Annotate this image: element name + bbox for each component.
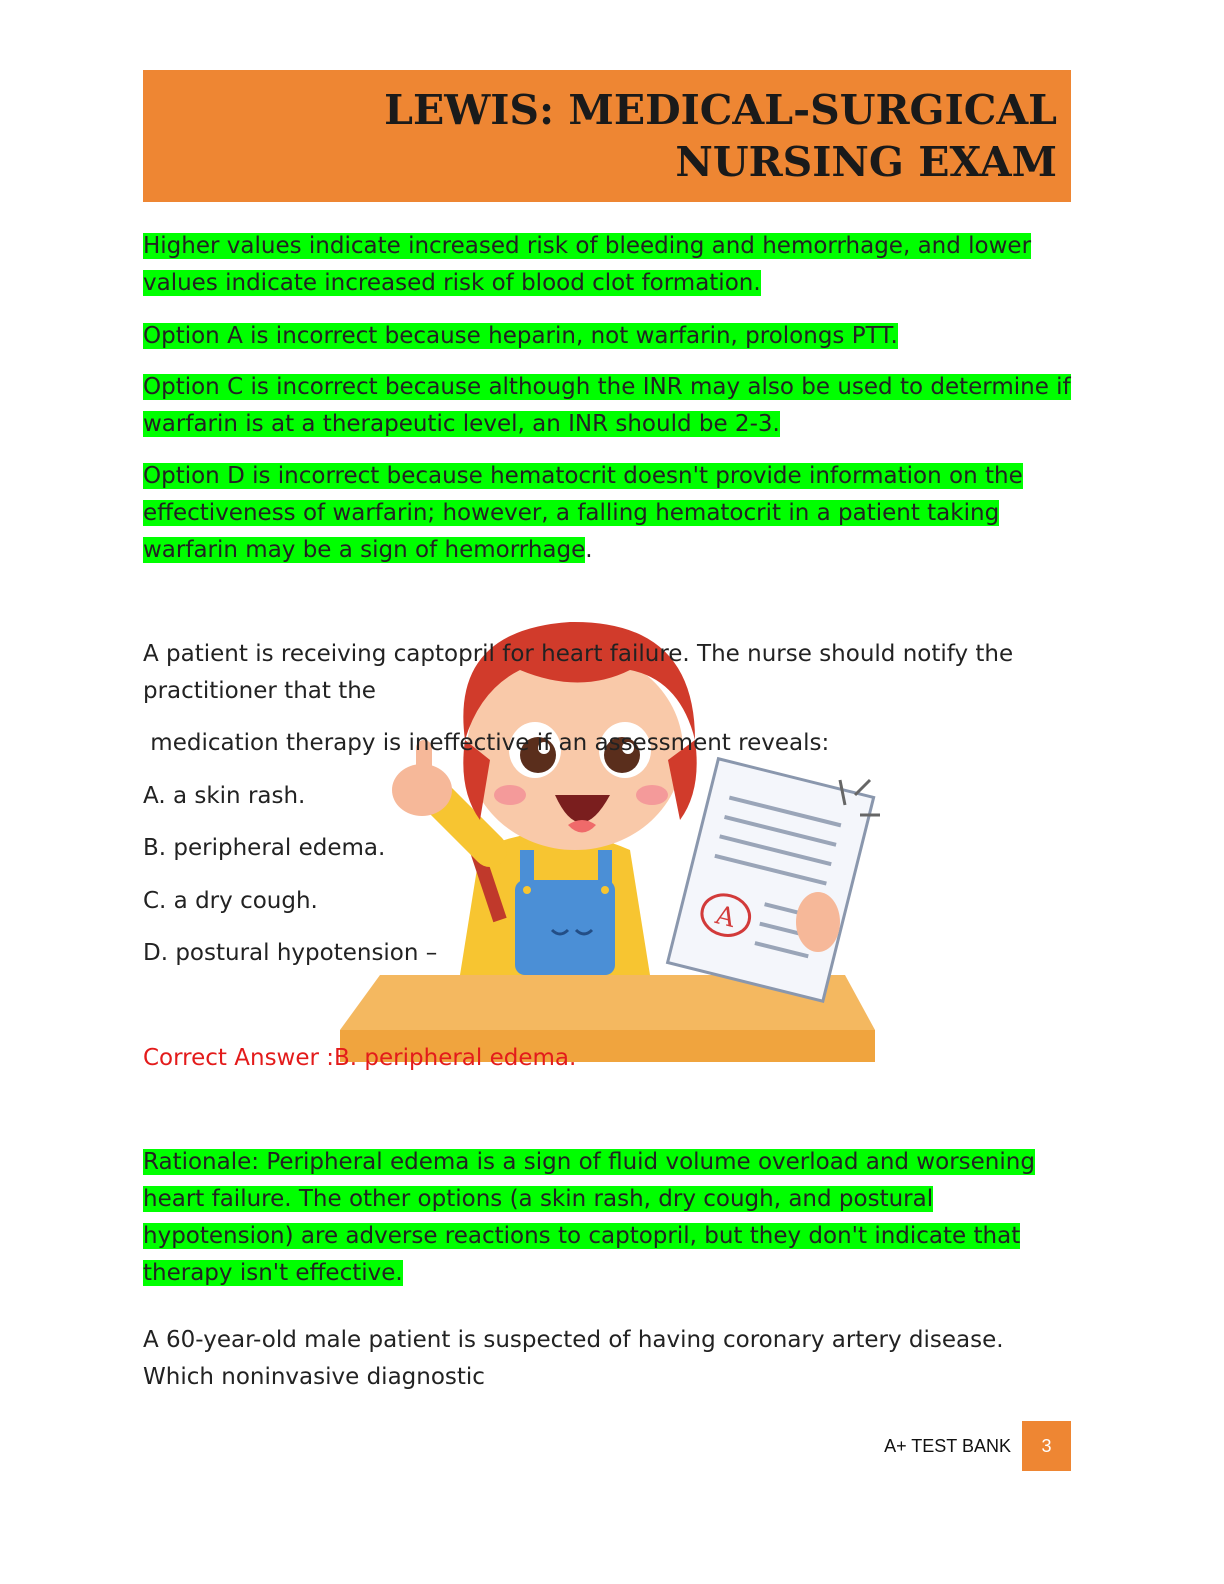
question-rationale-text: Rationale: Peripheral edema is a sign of fluid volume overload and worsening heart failure. The other options (a skin rash, dry cough, and postural hypotension) are adverse reactions to captopril, but they don't indicate that therapy isn't effective. [143, 1149, 1035, 1286]
page-number: 3 [1022, 1421, 1071, 1471]
footer-label: A+ TEST BANK [884, 1436, 1011, 1456]
document-title [384, 84, 1057, 188]
next-question-stem: A 60-year-old male patient is suspected of having coronary artery disease. Which noninvasive diagnostic [143, 1327, 1004, 1390]
option-a-text: Option A is incorrect because heparin, not warfarin, prolongs PTT. [143, 323, 898, 349]
option-d-explanation [143, 458, 1071, 569]
paper-grade: A [712, 900, 739, 934]
question-rationale [143, 1144, 1071, 1292]
option-d-text: Option D is incorrect because hematocrit doesn't provide information on the effectiveness of warfarin; however, a falling hematocrit in a patient taking warfarin may be a sign of hemorrhage [143, 463, 1023, 563]
option-d: D. postural hypotension – [143, 940, 438, 966]
header-band [143, 70, 1071, 202]
question-stem: A patient is receiving captopril for heart failure. The nurse should notify the practitioner that the [143, 641, 1014, 704]
option-c: C. a dry cough. [143, 888, 318, 914]
option-a: A. a skin rash. [143, 783, 306, 809]
option-c-explanation [143, 369, 1071, 443]
correct-answer: Correct Answer :B. peripheral edema. [143, 1045, 577, 1071]
option-b: B. peripheral edema. [143, 835, 386, 861]
option-d-period: . [585, 537, 593, 563]
rationale-paragraph [143, 228, 1071, 302]
question-stem-continued: medication therapy is ineffective if an assessment reveals: [143, 730, 830, 756]
title-line-1: LEWIS: MEDICAL-SURGICAL [384, 86, 1057, 134]
option-a-explanation [143, 318, 1071, 355]
option-c-text: Option C is incorrect because although the INR may also be used to determine if warfarin is at a therapeutic level, an INR should be 2-3. [143, 374, 1071, 437]
title-line-2: NURSING EXAM [675, 138, 1057, 186]
rationale-text: Higher values indicate increased risk of bleeding and hemorrhage, and lower values indicate increased risk of blood clot formation. [143, 233, 1032, 296]
